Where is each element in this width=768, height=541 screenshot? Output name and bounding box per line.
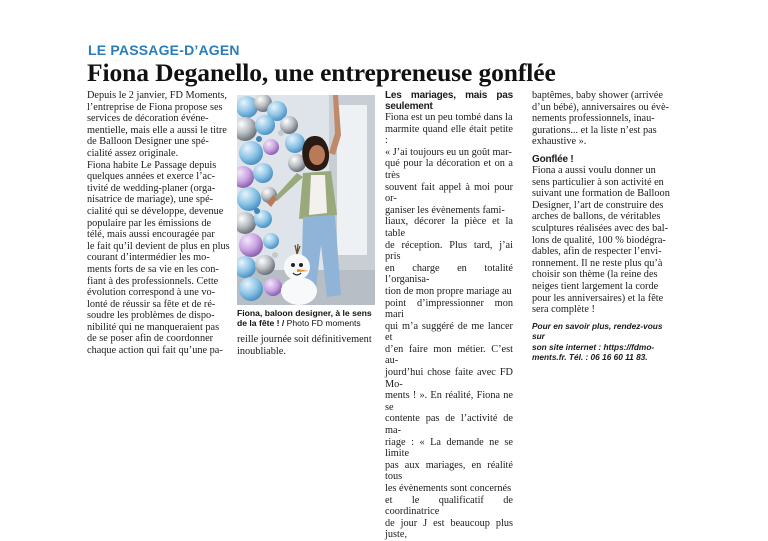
text-line: fiant à des professionnels. Cette: [87, 275, 219, 287]
text-line: jourd’hui chose faite avec FD Mo-: [385, 367, 513, 390]
text-line: ronnement. Il ne reste plus qu’à: [532, 257, 663, 269]
text-line: exhaustive ».: [532, 136, 587, 148]
text-line: Depuis le 2 janvier, FD Moments,: [87, 90, 228, 101]
text-line: Fiona est un peu tombé dans la: [385, 112, 513, 123]
text-line: en charge en totalité l’organisa-: [385, 262, 513, 286]
text-line: arches de ballons, de véritables: [532, 211, 661, 223]
text-line: d’un bébé), anniversaires ou évè-: [532, 101, 669, 113]
article-column-1: [87, 90, 230, 357]
text-line: évolution correspond à une vo-: [87, 287, 216, 299]
text-line: sculptures réalisées avec des bal-: [532, 222, 669, 234]
text-line: ments.fr. Tél. : 06 16 60 11 83.: [532, 352, 648, 363]
text-line: les évènements sont concernés: [385, 483, 512, 494]
text-line: soudre les problèmes de dispo-: [87, 310, 215, 322]
text-line: de réception. Plus tard, j’ai pris: [385, 239, 513, 263]
article-column-3: [385, 90, 513, 541]
text-line: mentielle, mais elle a aussi le titre: [87, 124, 227, 136]
text-line: nements professionnels, inau-: [532, 113, 655, 125]
text-line: pour les anniversaires) et la fête: [532, 292, 664, 304]
text-line: d’en faire mon métier. C’est au-: [385, 343, 513, 367]
photo-caption: [237, 308, 377, 329]
subhead-gonflee: Gonflée !: [532, 153, 574, 165]
text-line: chaque action qui fait qu’une pa-: [87, 345, 223, 357]
article-headline: Fiona Deganello, une entrepreneuse gonflée: [87, 58, 556, 87]
text-line: gurations... et la liste n’est pas: [532, 124, 657, 136]
text-line: sens particulier à son activité en: [532, 176, 664, 188]
text-line: son site internet : https://fdmo-: [532, 341, 655, 352]
text-line: marmite quand elle était petite :: [385, 123, 513, 147]
text-line: dables, afin de respecter l’envi-: [532, 246, 662, 258]
text-line: souvent fait appel à moi pour or-: [385, 181, 513, 205]
text-line: de jour J est beaucoup plus juste,: [385, 517, 513, 541]
text-line: nisatrice de mariage), une spé-: [87, 194, 214, 206]
text-line: Pour en savoir plus, rendez-vous sur: [532, 320, 663, 342]
text-line: choisir son thème (la reine des: [532, 269, 658, 281]
article-photo: [237, 95, 375, 305]
text-line: le fait qu’il devient de plus en plus: [87, 240, 230, 252]
text-line: cialité assez originale.: [87, 147, 179, 159]
text-line: qué pour la décoration et on a très: [385, 158, 513, 181]
text-line: ments ! ». En réalité, Fiona ne se: [385, 390, 513, 413]
text-line: de se poser afin de coordonner: [87, 333, 214, 345]
section-kicker: LE PASSAGE-D’AGEN: [88, 42, 240, 58]
text-line: tion de mon propre mariage au: [385, 285, 512, 297]
text-line: ments forts de sa vie en les con-: [87, 263, 219, 275]
text-line: inoubliable.: [237, 345, 286, 357]
contact-info: [532, 321, 670, 363]
text-line: populaire par les émissions de: [87, 217, 212, 229]
photo-illustration: [237, 95, 375, 305]
text-line: cialité qui se développe, devenue: [87, 205, 224, 217]
text-line: services de décoration événe-: [87, 113, 209, 125]
subhead-mariages: Les mariages, mais pas seulement: [385, 90, 513, 112]
text-line: lonté de réussir sa fête et de ré-: [87, 298, 216, 310]
column-3-text: [385, 112, 513, 541]
text-line: et le qualificatif de coordinatrice: [385, 494, 513, 518]
text-line: ganiser les évènements fami-: [385, 204, 505, 216]
text-line: baptêmes, baby shower (arrivée: [532, 90, 663, 101]
text-line: de Balloon Designer une spé-: [87, 136, 209, 148]
caption-text: Fiona, baloon designer, à le sens de la fête ! /: [237, 308, 372, 329]
column-1-text: [87, 90, 230, 357]
photo-credit: Photo FD moments: [286, 318, 361, 329]
text-line: point d’impressionner mon mari: [385, 297, 513, 321]
text-line: liaux, décorer la pièce et la table: [385, 216, 513, 239]
text-line: suivant une formation de Balloon: [532, 188, 670, 200]
text-line: télé, mais aussi encouragée par: [87, 229, 215, 241]
text-line: « J’ai toujours eu un goût mar-: [385, 146, 512, 158]
article-column-4: [532, 90, 670, 363]
text-line: Fiona a aussi voulu donner un: [532, 164, 656, 176]
column-4-text-top: [532, 90, 670, 148]
article-column-2: [237, 334, 377, 357]
text-line: quelques années et exerce l’ac-: [87, 171, 216, 183]
column-2-text: [237, 334, 377, 357]
text-line: Fiona habite Le Passage depuis: [87, 159, 217, 171]
text-line: qui m’a suggéré de me lancer et: [385, 320, 513, 344]
text-line: reille journée soit définitivement: [237, 334, 372, 345]
text-line: pas aux mariages, en réalité tous: [385, 459, 513, 483]
text-line: riage : « La demande ne se limite: [385, 436, 513, 460]
text-line: Designer, l’art de construire des: [532, 199, 664, 211]
text-line: neiges tient largement la corde: [532, 280, 659, 292]
text-line: l’entreprise de Fiona propose ses: [87, 101, 223, 113]
text-line: nibilité qui ne manqueraient pas: [87, 321, 220, 333]
text-line: sera complète !: [532, 304, 595, 316]
text-line: contente pas de l’activité de ma-: [385, 413, 513, 437]
text-line: lons de qualité, 100 % biodégra-: [532, 234, 666, 246]
column-4-text: [532, 165, 670, 316]
text-line: tivité de wedding-planer (orga-: [87, 182, 216, 194]
text-line: courant d’intermédier les mo-: [87, 252, 210, 264]
